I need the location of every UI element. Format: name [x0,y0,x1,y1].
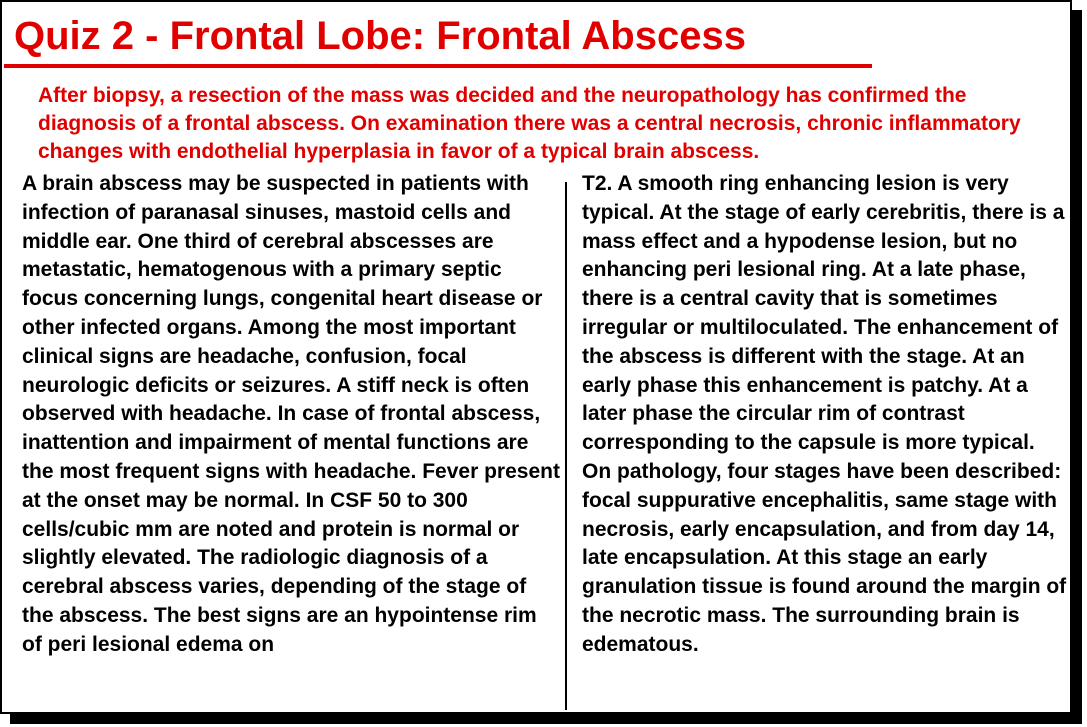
slide-title: Quiz 2 - Frontal Lobe: Frontal Abscess [14,14,746,58]
right-column-text: T2. A smooth ring enhancing lesion is very typical. At the stage of early cerebritis, there is a mass effect and a hypodense lesion, but no enhancing peri lesional ring. At a late phase, there is a central cavity that is sometimes irregular or multiloculated. The enhancement of the abscess is different with the stage. At an early phase this enhancement is patchy. At a later phase the circular rim of contrast corresponding to the capsule is more typical. On pathology, four stages have been described: focal suppurative encephalitis, same stage with necrosis, early encapsulation, and from day 14, late encapsulation. At this stage an early granulation tissue is found around the margin of the necrotic mass. The surrounding brain is edematous. [582,172,1067,656]
title-underline [4,64,872,68]
slide-shadow-bottom [10,714,1082,724]
column-divider [565,182,567,710]
left-column-text: A brain abscess may be suspected in patients with infection of paranasal sinuses, mastoid cells and middle ear. One third of cerebral abscesses are metastatic, hematogenous with a primary septic focus concerning lungs, congenital heart disease or other infected organs. Among the most important clinical signs are headache, confusion, focal neurologic deficits or seizures. A stiff neck is often observed with headache. In case of frontal abscess, inattention and impairment of mental functions are the most frequent signs with headache. Fever present at the onset may be normal. In CSF 50 to 300 cells/cubic mm are noted and protein is normal or slightly elevated. The radiologic diagnosis of a cerebral abscess varies, depending of the stage of the abscess. The best signs are an hypointense rim of peri lesional edema on [22,172,560,656]
intro-paragraph: After biopsy, a resection of the mass was decided and the neuropathology has confirmed the diagnosis of a frontal abscess. On examination there was a central necrosis, chronic inflammatory changes with endothelial hyperplasia in favor of a typical brain abscess. [38,84,1021,163]
slide-shadow-right [1072,10,1082,724]
